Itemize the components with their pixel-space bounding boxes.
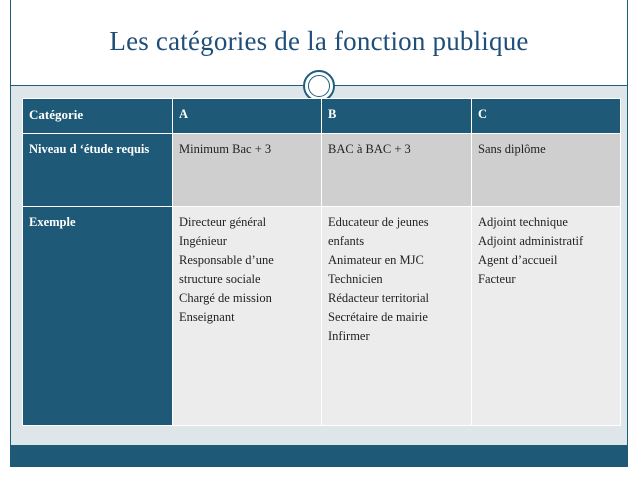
cell-line: Secrétaire de mairie — [328, 310, 428, 324]
cell-line: Directeur général — [179, 215, 267, 229]
cell-line: Agent d’accueil — [478, 253, 558, 267]
row-label-exemple: Exemple — [23, 207, 173, 426]
categories-table — [22, 98, 621, 426]
page-title: Les catégories de la fonction publique — [109, 26, 529, 56]
cell-exemple-b — [322, 207, 472, 426]
table-row-exemple — [23, 207, 621, 426]
cell-text: BAC à BAC + 3 — [328, 142, 411, 156]
cell-line: Technicien — [328, 272, 383, 286]
header-cell-a: A — [173, 99, 322, 134]
cell-line: Facteur — [478, 272, 516, 286]
cell-exemple-a — [173, 207, 322, 426]
cell-line: Educateur de jeunes — [328, 215, 429, 229]
cell-niveau-c — [472, 134, 621, 207]
cell-line: Infirmer — [328, 329, 370, 343]
cell-line: Adjoint administratif — [478, 234, 584, 248]
cell-line: Animateur en MJC — [328, 253, 424, 267]
cell-line: Responsable d’une — [179, 253, 274, 267]
header-cell-c: C — [472, 99, 621, 134]
cell-line: Ingénieur — [179, 234, 227, 248]
cell-exemple-c — [472, 207, 621, 426]
header-cell-categorie: Catégorie — [23, 99, 173, 134]
cell-line: Rédacteur territorial — [328, 291, 429, 305]
cell-line: Chargé de mission — [179, 291, 272, 305]
cell-line: enfants — [328, 234, 365, 248]
cell-line: structure sociale — [179, 272, 261, 286]
header-cell-b: B — [322, 99, 472, 134]
cell-niveau-b — [322, 134, 472, 207]
cell-line: Enseignant — [179, 310, 235, 324]
cell-text: Sans diplôme — [478, 142, 546, 156]
cell-line: Adjoint technique — [478, 215, 568, 229]
table-header-row — [23, 99, 621, 134]
row-label-niveau: Niveau d ‘étude requis — [23, 134, 173, 207]
footer-bar — [10, 445, 628, 467]
cell-text: Minimum Bac + 3 — [179, 142, 272, 156]
table-row-niveau — [23, 134, 621, 207]
cell-niveau-a — [173, 134, 322, 207]
